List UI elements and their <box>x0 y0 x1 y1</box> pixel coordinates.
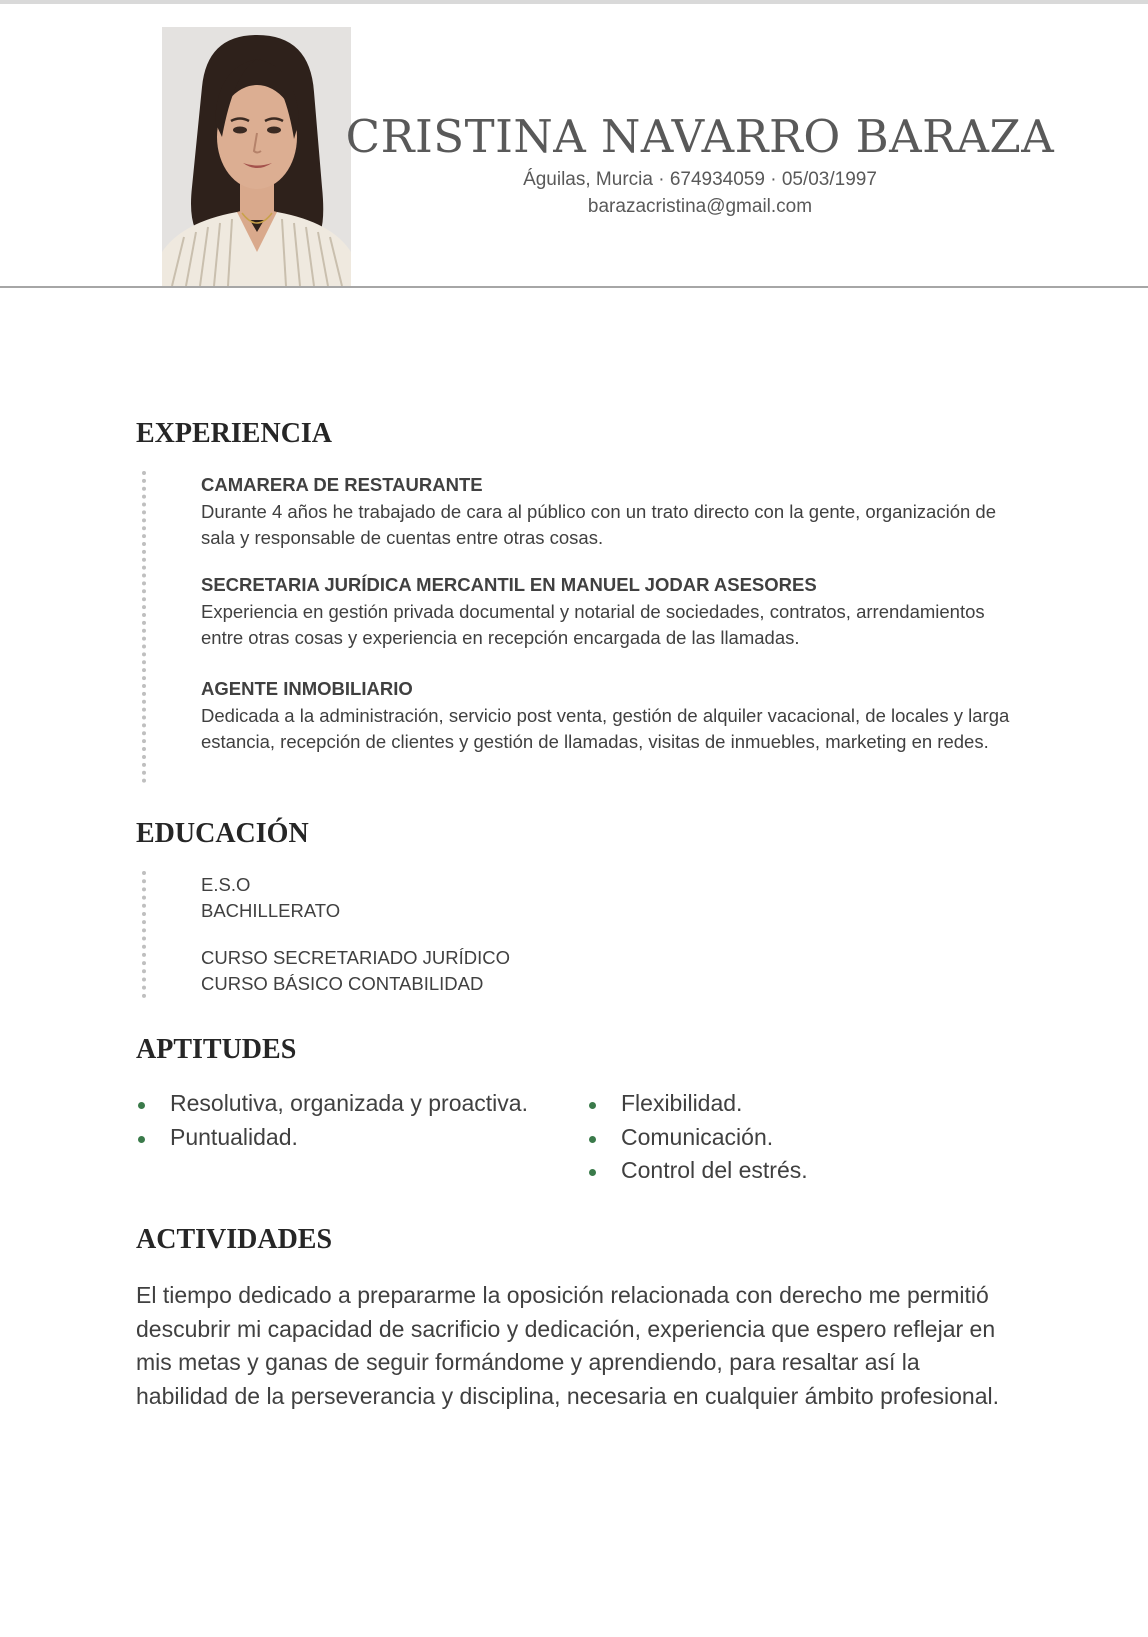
job-title: CAMARERA DE RESTAURANTE <box>201 474 483 495</box>
email-address: barazacristina@gmail.com <box>587 196 813 217</box>
education-item: E.S.O <box>201 874 251 895</box>
contact-line: Águilas, Murcia · 674934059 · 05/03/1997 <box>523 169 877 190</box>
education-heading: EDUCACIÓN <box>136 818 309 849</box>
experience-heading: EXPERIENCIA <box>136 418 333 449</box>
job-entry <box>201 472 1021 552</box>
experience-dotted-bar <box>142 471 146 783</box>
skills-heading: APTITUDES <box>136 1034 297 1065</box>
job-title: SECRETARIA JURÍDICA MERCANTIL EN MANUEL JODAR ASESORES <box>201 574 817 595</box>
education-item: BACHILLERATO <box>201 900 341 921</box>
job-entry <box>201 572 1021 652</box>
skill-item: Resolutiva, organizada y proactiva. <box>136 1087 528 1121</box>
job-title: AGENTE INMOBILIARIO <box>201 678 413 699</box>
activities-text: El tiempo dedicado a prepararme la oposición relacionada con derecho me permitió descubrir mi capacidad de sacrificio y dedicación, experiencia que espero reflejar en mis metas y ganas de seguir formándome y aprendiendo, para resaltar así la habilidad de la perseverancia y disciplina, necesaria en cualquier ámbito profesional. <box>136 1282 1000 1409</box>
skills-list-left <box>136 1087 528 1154</box>
skills-list-right <box>587 1087 808 1188</box>
skill-item: Comunicación. <box>587 1121 808 1155</box>
candidate-name: CRISTINA NAVARRO BARAZA <box>345 110 1055 163</box>
skill-item: Flexibilidad. <box>587 1087 808 1121</box>
skill-item: Control del estrés. <box>587 1154 808 1188</box>
skill-item: Puntualidad. <box>136 1121 528 1155</box>
portrait-illustration <box>162 27 351 286</box>
activities-heading: ACTIVIDADES <box>136 1224 333 1255</box>
job-entry <box>201 676 1021 756</box>
education-dotted-bar <box>142 871 146 998</box>
contact-info <box>340 166 1060 220</box>
profile-photo <box>162 27 351 286</box>
top-rule <box>0 0 1148 4</box>
header-divider <box>0 286 1148 288</box>
education-item: CURSO BÁSICO CONTABILIDAD <box>201 973 484 994</box>
job-description: Dedicada a la administración, servicio post venta, gestión de alquiler vacacional, de locales y larga estancia, recepción de clientes y gestión de llamadas, visitas de inmuebles, marketing en redes. <box>201 704 1010 752</box>
job-description: Durante 4 años he trabajado de cara al público con un trato directo con la gente, organización de sala y responsable de cuentas entre otras cosas. <box>201 500 997 548</box>
education-item: CURSO SECRETARIADO JURÍDICO <box>201 947 511 968</box>
job-description: Experiencia en gestión privada documental y notarial de sociedades, contratos, arrendamientos entre otras cosas y experiencia en recepción encargada de las llamadas. <box>201 600 985 648</box>
